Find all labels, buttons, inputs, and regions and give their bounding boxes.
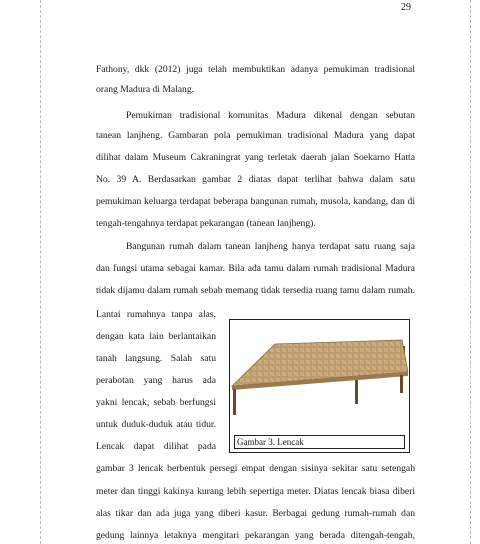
text-line: tidak dijamu dalam rumah sebab memang tidak tersedia ruang tamu dalam rumah. — [96, 285, 415, 296]
text-line: No. 39 A. Berdasarkan gambar 2 diatas dapat terlihat bahwa dalam satu — [96, 174, 415, 185]
text-line: dilihat dalam Museum Cakraningrat yang terletak daerah jalan Soekarno Hatta — [96, 152, 415, 163]
right-margin-guide — [470, 0, 471, 544]
text-line: Bangunan rumah dalam tanean lanjheng hanya terdapat satu ruang saja — [126, 241, 415, 252]
text-line: alas tikar dan ada juga yang diberi kasur. Berbagai gedung rumah-rumah dan — [96, 508, 415, 519]
text-line: yakni lencak, sebab berfungsi — [96, 397, 216, 408]
text-line: Fathony, dkk (2012) juga telah membuktikan adanya pemukiman tradisional — [96, 64, 415, 75]
left-margin-guide — [40, 0, 41, 544]
figure-lencak — [229, 319, 410, 453]
text-line: Pemukiman tradisional komunitas Madura dikenal dengan sebutan — [126, 110, 415, 121]
lencak-illustration — [230, 320, 411, 435]
text-line — [96, 130, 415, 142]
text-line: untuk duduk-duduk atau tidur. — [96, 419, 216, 430]
text-line: dan fungsi utama sebagai kamar. Bila ada tamu dalam rumah tradisional Madura — [96, 263, 415, 274]
text-line: dengan kata lain berlantaikan — [96, 331, 216, 342]
text-line: Lencak dapat dilihat pada — [96, 441, 216, 452]
text-line: gambar 3 lencak berbentuk persegi empat dengan sisinya sekitar satu setengah — [96, 463, 415, 474]
text-line: tanah langsung. Salah satu — [96, 353, 216, 364]
text-line: tengah-tengahnya terdapat pekarangan (tanean lanjheng). — [96, 218, 316, 229]
page-number: 29 — [401, 2, 411, 13]
text-line: meter dan tinggi kakinya kurang lebih sepertiga meter. Diatas lencak biasa diberi — [96, 486, 415, 497]
text-line: perabotan yang harus ada — [96, 375, 216, 386]
text-line: pemukiman keluarga terdapat beberapa bangunan rumah, musola, kandang, dan di — [96, 196, 415, 207]
text-line: orang Madura di Malang. — [96, 84, 195, 95]
text-line: tanean lanjheng. Gambaran pola pemukiman tradisional Madura yang dapat — [96, 130, 415, 141]
text-line: Lantai rumahnya tanpa alas, — [96, 309, 216, 320]
text-line: gedung lainnya letaknya mengitari pekarangan yang berada ditengah-tengah, — [96, 530, 415, 541]
figure-caption: Gambar 3. Lencak — [234, 435, 405, 449]
